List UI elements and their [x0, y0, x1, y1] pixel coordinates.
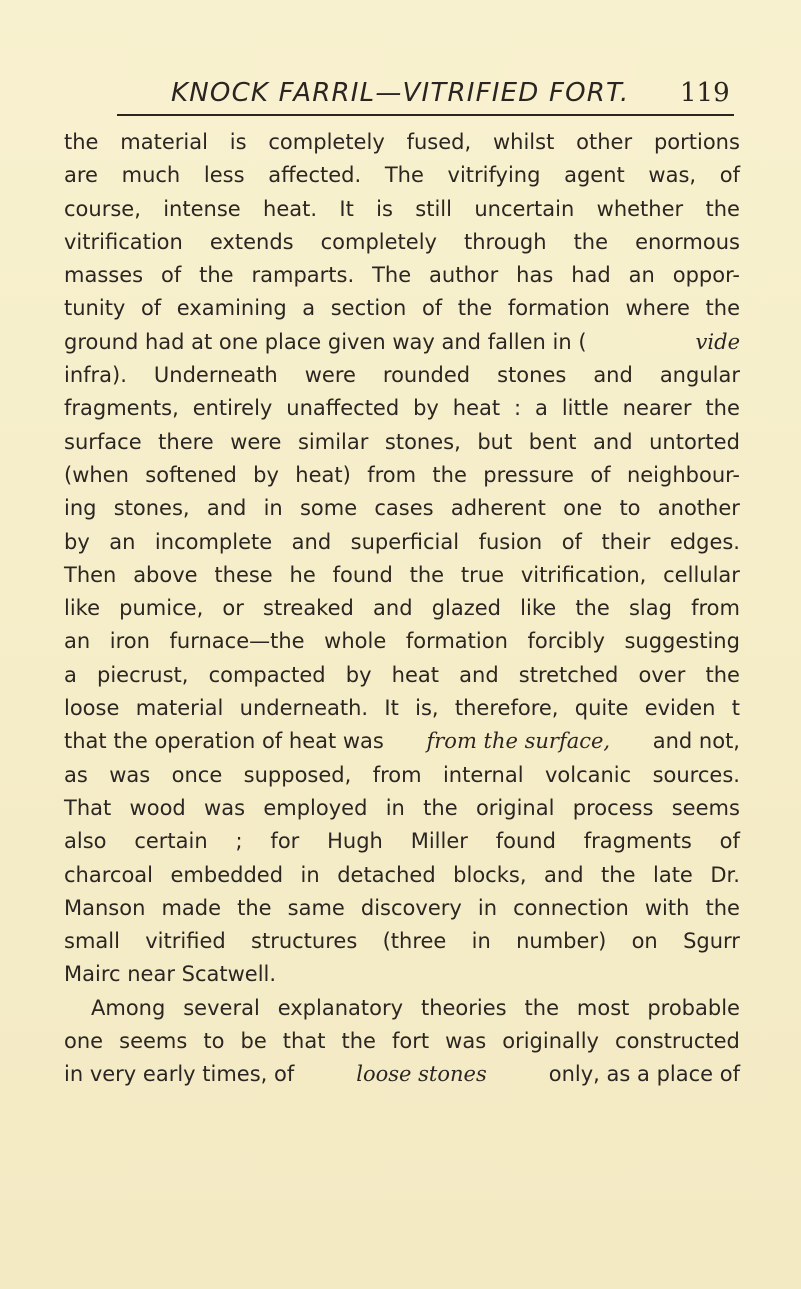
text-line: (when softened by heat) from the pressure of neighbour- — [64, 462, 740, 487]
text-line: like pumice, or streaked and glazed like the slag from — [64, 596, 740, 621]
text-line: That wood was employed in the original process seems — [64, 795, 740, 820]
text-line: the material is completely fused, whilst other portions — [64, 130, 740, 154]
text-line: infra). Underneath were rounded stones and angular — [64, 363, 740, 388]
text-line: loose material underneath. It is, therefore, quite eviden t — [64, 696, 740, 721]
text-line: vitrification extends completely through the enormous — [64, 229, 740, 254]
text-line: also certain ; for Hugh Miller found fragments of — [64, 829, 740, 854]
text-line: Mairc near Scatwell. — [64, 962, 277, 987]
text-line: fragments, entirely unaffected by heat : a little nearer the — [64, 396, 740, 421]
text-segment: ground had at one place given way and fallen in ( — [64, 329, 587, 354]
text-line-with-italic — [64, 1058, 740, 1091]
italic-loose-stones: loose stones — [356, 1062, 487, 1087]
body-text — [64, 126, 740, 1092]
text-line: course, intense heat. It is still uncertain whether the — [64, 196, 740, 221]
text-line: Among several explanatory theories the most probable — [91, 995, 740, 1020]
text-line: are much less affected. The vitrifying agent was, of — [64, 163, 740, 188]
header-rule — [117, 114, 734, 116]
running-title: KNOCK FARRIL—VITRIFIED FORT. — [171, 78, 630, 108]
text-line: tunity of examining a section of the formation where the — [64, 296, 740, 321]
text-line: Then above these he found the true vitrification, cellular — [64, 562, 740, 587]
text-line-with-italic — [64, 725, 740, 758]
text-line: one seems to be that the fort was originally constructed — [64, 1029, 740, 1054]
running-head — [117, 70, 730, 110]
text-line: an iron furnace—the whole formation forcibly suggesting — [64, 629, 740, 654]
text-segment: that the operation of heat was — [64, 729, 384, 754]
italic-vide: vide — [695, 329, 740, 354]
text-segment: only, as a place of — [548, 1062, 740, 1087]
text-line: a piecrust, compacted by heat and stretched over the — [64, 662, 740, 687]
text-line: small vitrified structures (three in number) on Sgurr — [64, 929, 740, 954]
text-line: as was once supposed, from internal volcanic sources. — [64, 762, 740, 787]
text-line: by an incomplete and superficial fusion of their edges. — [64, 529, 740, 554]
text-line: charcoal embedded in detached blocks, and the late Dr. — [64, 862, 740, 887]
text-line-with-italic — [64, 326, 740, 359]
text-line: ing stones, and in some cases adherent one to another — [64, 496, 740, 521]
text-segment: in very early times, of — [64, 1062, 295, 1087]
text-line: Manson made the same discovery in connection with the — [64, 895, 740, 920]
text-segment: and not, — [652, 729, 740, 754]
italic-from-surface: from the surface, — [426, 729, 611, 754]
text-line: surface there were similar stones, but bent and untorted — [64, 429, 740, 454]
page-number: 119 — [680, 78, 730, 108]
text-line: masses of the ramparts. The author has had an oppor- — [64, 263, 740, 288]
